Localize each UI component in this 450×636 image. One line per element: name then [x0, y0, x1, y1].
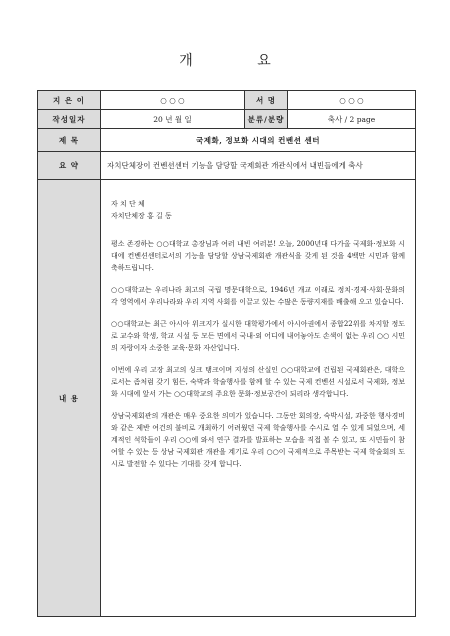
date-value: 20 년 월 일 [101, 110, 245, 129]
date-row [38, 110, 416, 129]
document-title: 개 요 [179, 53, 301, 69]
author-label: 지 은 이 [38, 91, 101, 110]
book-name-label: 서 명 [245, 91, 288, 110]
author-row [38, 91, 416, 110]
sender-line-2: 자치단체장 홍 길 동 [111, 212, 172, 220]
content-row [38, 180, 416, 617]
summary-value: 자치단체장이 컨벤션센터 기능을 담당할 국제회관 개관식에서 내빈들에게 축사 [101, 152, 416, 180]
paragraph: ○○대학교는 최근 아시아 위크지가 실시한 대학평가에서 아시아권에서 종합22위를 차지할 정도로 교수와 학생, 학교 시설 등 모든 면에서 국내·외 어디에 내어놓아도 손색이 없는 우리 ○○ 시민의 자랑이자 소중한 교육·문화 자산입니다. [111, 320, 405, 352]
content-body [101, 180, 416, 617]
paragraph: ○○대학교는 우리나라 최고의 국립 명문대학으로, 1946년 개교 이래로 정치·경제·사회·문화의 각 영역에서 우리나라와 우리 지역 사회를 이끌고 있는 수많은 동량지재를 배출해 오고 있습니다. [111, 286, 405, 306]
paragraph: 평소 존경하는 ○○대학교 총장님과 여러 내빈 여러분! 오늘, 2000년대 다가올 국제화·정보화 시대에 컨벤션센터로서의 기능을 담당할 상남국제회관 개관식을 갖게 된 것을 4백만 시민과 함께 축하드립니다. [111, 240, 405, 272]
subject-row [38, 129, 416, 152]
paragraph: 이번에 우리 고장 최고의 싱크 탱크이며 지성의 산실인 ○○대학교에 건립된 국제회관은, 대학으로서는 좀처럼 갖기 힘든, 숙박과 학술행사를 함께 할 수 있는 국제 컨벤션 시설로서 국제화, 정보화 시대에 앞서 가는 ○○대학교의 주요한 문화·정보공간이 되리라 생각합니다. [111, 366, 405, 398]
category-value: 축사 / 2 page [288, 110, 416, 129]
summary-form-table [37, 90, 416, 617]
summary-label: 요 약 [38, 152, 101, 180]
subject-label: 제 목 [38, 129, 101, 152]
paragraph: 상남국제회관의 개관은 매우 중요한 의미가 있습니다. 그동안 회의장, 숙박시설, 과중한 행사경비와 같은 제반 여건의 불비로 개최하기 어려웠던 국제 학술행사를 수시로 열 수 있게 되었으며, 세계적인 석학들이 우리 ○○에 와서 연구 결과를 발표하는 모습을 직접 볼 수 있고, 또 시민들이 참여할 수 있는 등 상남 국제회관 개관을 계기로 우리 ○○이 국제적으로 주목받는 국제 학술회의 도시로 발전할 수 있다는 기대를 갖게 합니다. [111, 412, 405, 468]
summary-row [38, 152, 416, 180]
subject-value: 국제화, 정보화 시대의 컨벤션 센터 [101, 129, 416, 152]
book-name-value: ○ ○ ○ [288, 91, 416, 110]
sender-line-1: 자 치 단 체 [111, 200, 145, 208]
author-value: ○ ○ ○ [101, 91, 245, 110]
category-label: 분류/분량 [245, 110, 288, 129]
content-label: 내 용 [38, 180, 101, 617]
date-label: 작성일자 [38, 110, 101, 129]
